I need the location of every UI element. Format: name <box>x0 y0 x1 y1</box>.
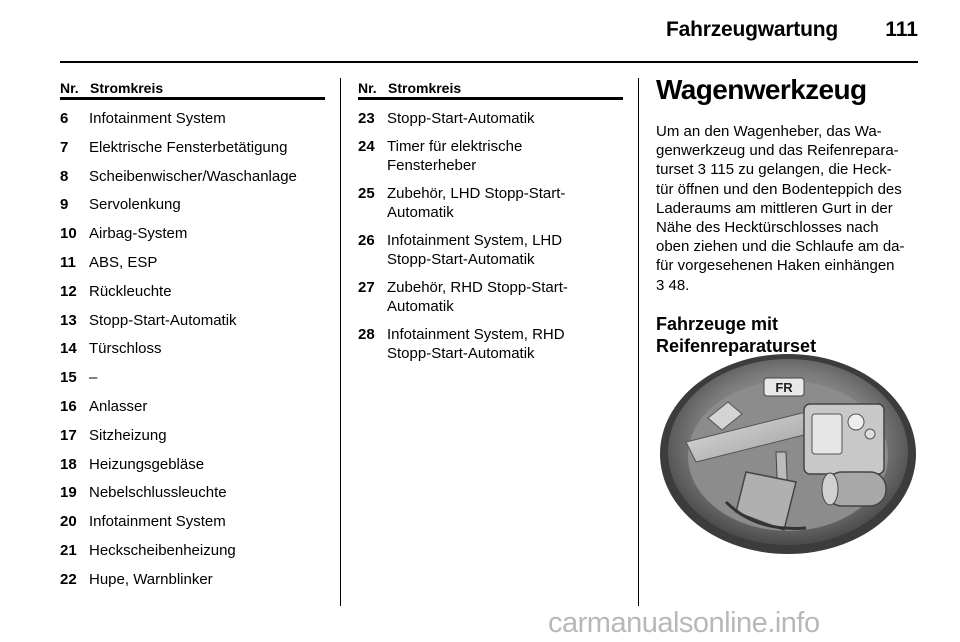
fuse-number: 8 <box>60 167 69 185</box>
fuse-circuit <box>387 278 623 316</box>
column-header-nr: Nr. <box>60 80 79 96</box>
table-row <box>358 137 623 175</box>
fuse-number: 23 <box>358 110 375 127</box>
fuse-circuit <box>387 231 623 269</box>
fuse-circuit: Heckscheibenheizung <box>89 541 236 559</box>
fuse-circuit-line: Infotainment System, RHD <box>387 326 565 343</box>
page-number: 111 <box>885 18 918 41</box>
fuse-circuit-line: Stopp-Start-Automatik <box>387 345 535 362</box>
fuse-circuit <box>387 184 623 222</box>
fuse-number: 14 <box>60 340 77 358</box>
fuse-circuit-line: Automatik <box>387 204 454 221</box>
fuse-circuit: Infotainment System <box>89 110 226 127</box>
body-line: Nähe des Hecktürschlosses nach <box>656 219 879 237</box>
section-subheading <box>656 313 922 357</box>
fuse-number: 18 <box>60 455 77 473</box>
fuse-circuit-line: Timer für elektrische <box>387 138 523 155</box>
table-row <box>60 446 325 475</box>
table-row <box>60 561 325 590</box>
table-row <box>60 186 325 215</box>
fuse-number: 11 <box>60 253 76 271</box>
fuse-number: 13 <box>60 311 77 329</box>
fuse-number: 28 <box>358 326 375 343</box>
column-divider <box>340 78 341 606</box>
subheading-line: Reifenreparaturset <box>656 335 817 356</box>
table-row <box>60 100 325 129</box>
table-row <box>60 158 325 187</box>
fuse-number: 21 <box>60 541 77 559</box>
fuse-number: 7 <box>60 138 69 156</box>
table-header <box>60 78 325 100</box>
section-heading: Wagenwerkzeug <box>656 74 867 105</box>
body-line: genwerkzeug und das Reifenrepara- <box>656 142 899 160</box>
fuse-circuit: Infotainment System <box>89 513 226 531</box>
body-line: turset 3 115 zu gelangen, die Heck- <box>656 161 892 179</box>
fuse-circuit: Türschloss <box>89 340 162 358</box>
fuse-circuit-line: Automatik <box>387 298 454 315</box>
fuse-circuit: – <box>89 369 98 387</box>
fuse-circuit <box>387 137 623 175</box>
fuse-number: 6 <box>60 110 69 127</box>
body-line: tür öffnen und den Bodenteppich des <box>656 180 902 198</box>
table-row <box>60 330 325 359</box>
body-line: 3 48. <box>656 276 690 294</box>
column-header-nr: Nr. <box>358 80 377 96</box>
body-line: Um an den Wagenheber, das Wa- <box>656 123 882 140</box>
table-row <box>358 325 623 363</box>
fuse-circuit: Stopp-Start-Automatik <box>89 311 237 329</box>
table-row <box>60 417 325 446</box>
column-header-circuit: Stromkreis <box>388 80 462 96</box>
table-row <box>60 532 325 561</box>
fuse-circuit <box>387 325 623 363</box>
fuse-table-right <box>358 78 623 363</box>
table-row <box>60 215 325 244</box>
table-row <box>358 184 623 222</box>
fuse-number: 17 <box>60 426 77 444</box>
fuse-circuit: Anlasser <box>89 397 148 415</box>
fuse-circuit-line: Fensterheber <box>387 157 477 174</box>
table-row <box>60 244 325 273</box>
section-body <box>656 122 922 295</box>
fuse-table-left <box>60 78 325 590</box>
table-header <box>358 78 623 100</box>
fuse-circuit: ABS, ESP <box>89 253 158 271</box>
column-divider <box>638 78 639 606</box>
fuse-circuit-line: Zubehör, LHD Stopp-Start- <box>387 185 566 202</box>
table-row <box>60 302 325 331</box>
column-header-circuit: Stromkreis <box>90 80 164 96</box>
fuse-circuit-line: Zubehör, RHD Stopp-Start- <box>387 279 568 296</box>
fuse-circuit: Sitzheizung <box>89 426 167 444</box>
fuse-number: 9 <box>60 196 69 214</box>
fuse-number: 10 <box>60 225 77 243</box>
illustration-label: FR <box>775 380 793 395</box>
fuse-circuit: Nebelschlussleuchte <box>89 484 227 502</box>
table-row <box>60 388 325 417</box>
fuse-number: 19 <box>60 484 77 502</box>
body-line: für vorgesehenen Haken einhängen <box>656 257 895 275</box>
fuse-number: 12 <box>60 282 77 300</box>
fuse-number: 16 <box>60 397 77 415</box>
fuse-circuit: Rückleuchte <box>89 282 172 300</box>
fuse-number: 20 <box>60 513 77 531</box>
fuse-number: 24 <box>358 138 375 155</box>
fuse-circuit: Airbag-System <box>89 225 188 243</box>
table-row <box>358 278 623 316</box>
body-line: Laderaums am mittleren Gurt in der <box>656 199 893 217</box>
fuse-number: 15 <box>60 369 77 387</box>
subheading-line: Fahrzeuge mit <box>656 313 779 334</box>
fuse-circuit: Servolenkung <box>89 196 181 214</box>
table-row <box>60 359 325 388</box>
fuse-circuit: Elektrische Fensterbetätigung <box>89 138 288 156</box>
fuse-circuit: Heizungsgebläse <box>89 455 205 473</box>
table-row <box>358 231 623 269</box>
fuse-number: 25 <box>358 185 375 202</box>
table-row <box>358 109 623 128</box>
fuse-circuit <box>387 109 623 128</box>
table-row <box>60 503 325 532</box>
page-header-title: Fahrzeugwartung <box>665 18 838 41</box>
fuse-number: 22 <box>60 570 77 588</box>
fuse-number: 27 <box>358 279 375 296</box>
fuse-circuit-line: Stopp-Start-Automatik <box>387 110 535 127</box>
watermark: carmanualsonline.info <box>548 607 820 639</box>
table-row <box>60 474 325 503</box>
header-rule <box>60 61 918 63</box>
table-row <box>60 129 325 158</box>
fuse-number: 26 <box>358 232 375 249</box>
section-wagenwerkzeug <box>656 74 922 357</box>
fuse-circuit-line: Infotainment System, LHD <box>387 232 563 249</box>
table-row <box>60 273 325 302</box>
tire-repair-kit-illustration <box>656 352 918 556</box>
body-line: oben ziehen und die Schlaufe am da- <box>656 238 905 256</box>
fuse-circuit: Hupe, Warnblinker <box>89 570 213 588</box>
fuse-circuit-line: Stopp-Start-Automatik <box>387 251 535 268</box>
fuse-circuit: Scheibenwischer/Waschanlage <box>89 167 297 185</box>
